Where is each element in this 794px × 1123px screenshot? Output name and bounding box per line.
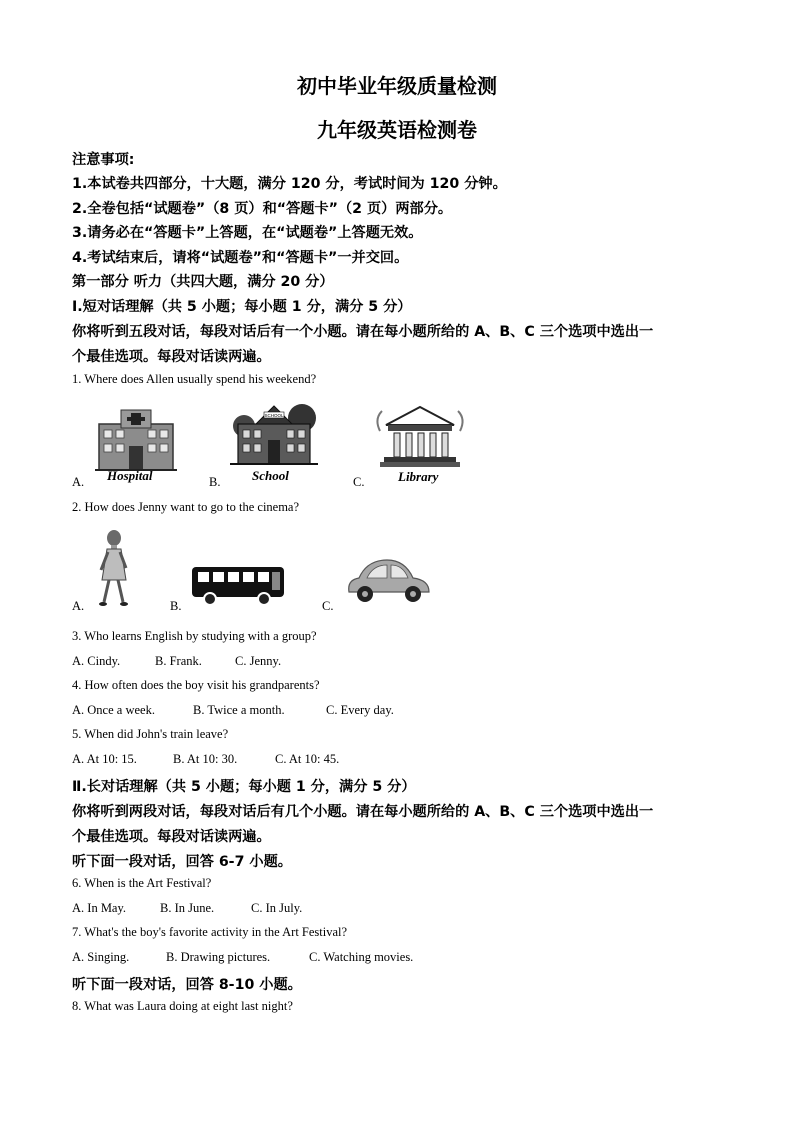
school-icon	[228, 398, 320, 483]
q5-option-b[interactable]: B. At 10: 30.	[173, 752, 238, 766]
library-icon	[372, 401, 468, 484]
question-8-text: 8. What was Laura doing at eight last night?	[72, 999, 293, 1013]
q6-option-a[interactable]: A. In May.	[72, 901, 127, 915]
q5-option-a[interactable]: A. At 10: 15.	[72, 752, 137, 766]
section1-instruction-line1: 你将听到五段对话，每段对话后有一个小题。请在每小题所给的 A、B、C 三个选项中选出一	[72, 324, 654, 340]
walking-girl-icon	[96, 528, 132, 612]
exam-title: 初中毕业年级质量检测	[297, 74, 497, 98]
note-item-2: 2.全卷包括“试题卷”（8 页）和“答题卡”（2 页）两部分。	[72, 201, 453, 217]
school-caption: School	[252, 468, 289, 483]
q6-option-b[interactable]: B. In June.	[160, 901, 215, 915]
note-item-3: 3.请务必在“答题卡”上答题，在“试题卷”上答题无效。	[72, 225, 423, 241]
question-2-text: 2. How does Jenny want to go to the cinema?	[72, 500, 300, 514]
question-4-text: 4. How often does the boy visit his grandparents?	[72, 678, 320, 692]
question-6-text: 6. When is the Art Festival?	[72, 876, 212, 890]
q6-option-c[interactable]: C. In July.	[251, 901, 303, 915]
dialogue-1-instruction: 听下面一段对话，回答 6-7 小题。	[72, 854, 292, 870]
question-1-text: 1. Where does Allen usually spend his weekend?	[72, 372, 317, 386]
notes-heading: 注意事项:	[72, 152, 135, 168]
q2-option-c[interactable]: C.	[322, 599, 334, 613]
q3-option-a[interactable]: A. Cindy.	[72, 654, 121, 668]
q3-option-b[interactable]: B. Frank.	[155, 654, 202, 668]
section2-instruction-line2: 个最佳选项。每段对话读两遍。	[72, 829, 271, 845]
q5-option-c[interactable]: C. At 10: 45.	[275, 752, 340, 766]
section2-instruction-line1: 你将听到两段对话，每段对话后有几个小题。请在每小题所给的 A、B、C 三个选项中选出一	[72, 804, 654, 820]
note-item-4: 4.考试结束后，请将“试题卷”和“答题卡”一并交回。	[72, 250, 409, 266]
q1-option-b[interactable]: B.	[209, 475, 221, 489]
q2-option-b[interactable]: B.	[170, 599, 182, 613]
q7-option-b[interactable]: B. Drawing pictures.	[166, 950, 271, 964]
hospital-caption: Hospital	[107, 468, 153, 483]
question-3-text: 3. Who learns English by studying with a group?	[72, 629, 317, 643]
q1-option-a[interactable]: A.	[72, 475, 85, 489]
hospital-icon	[95, 406, 177, 488]
car-icon	[343, 552, 435, 612]
exam-subtitle: 九年级英语检测卷	[317, 118, 477, 142]
q4-option-c[interactable]: C. Every day.	[326, 703, 394, 717]
q7-option-a[interactable]: A. Singing.	[72, 950, 130, 964]
note-item-1: 1.本试卷共四部分，十大题，满分 120 分，考试时间为 120 分钟。	[72, 176, 507, 192]
bus-icon	[190, 563, 288, 611]
section2-heading: Ⅱ.长对话理解（共 5 小题；每小题 1 分，满分 5 分）	[72, 779, 416, 795]
q4-option-b[interactable]: B. Twice a month.	[193, 703, 285, 717]
part1-heading: 第一部分 听力（共四大题，满分 20 分）	[72, 274, 334, 290]
question-7-text: 7. What's the boy's favorite activity in the Art Festival?	[72, 925, 348, 939]
q7-option-c[interactable]: C. Watching movies.	[309, 950, 414, 964]
school-sign-text: SCHOOL	[264, 413, 284, 418]
q4-option-a[interactable]: A. Once a week.	[72, 703, 155, 717]
section1-heading: Ⅰ.短对话理解（共 5 小题；每小题 1 分，满分 5 分）	[72, 299, 412, 315]
question-5-text: 5. When did John's train leave?	[72, 727, 229, 741]
library-caption: Library	[398, 469, 439, 484]
q3-option-c[interactable]: C. Jenny.	[235, 654, 282, 668]
q1-option-c[interactable]: C.	[353, 475, 365, 489]
section1-instruction-line2: 个最佳选项。每段对话读两遍。	[72, 349, 271, 365]
dialogue-2-instruction: 听下面一段对话，回答 8-10 小题。	[72, 977, 302, 993]
q2-option-a[interactable]: A.	[72, 599, 85, 613]
